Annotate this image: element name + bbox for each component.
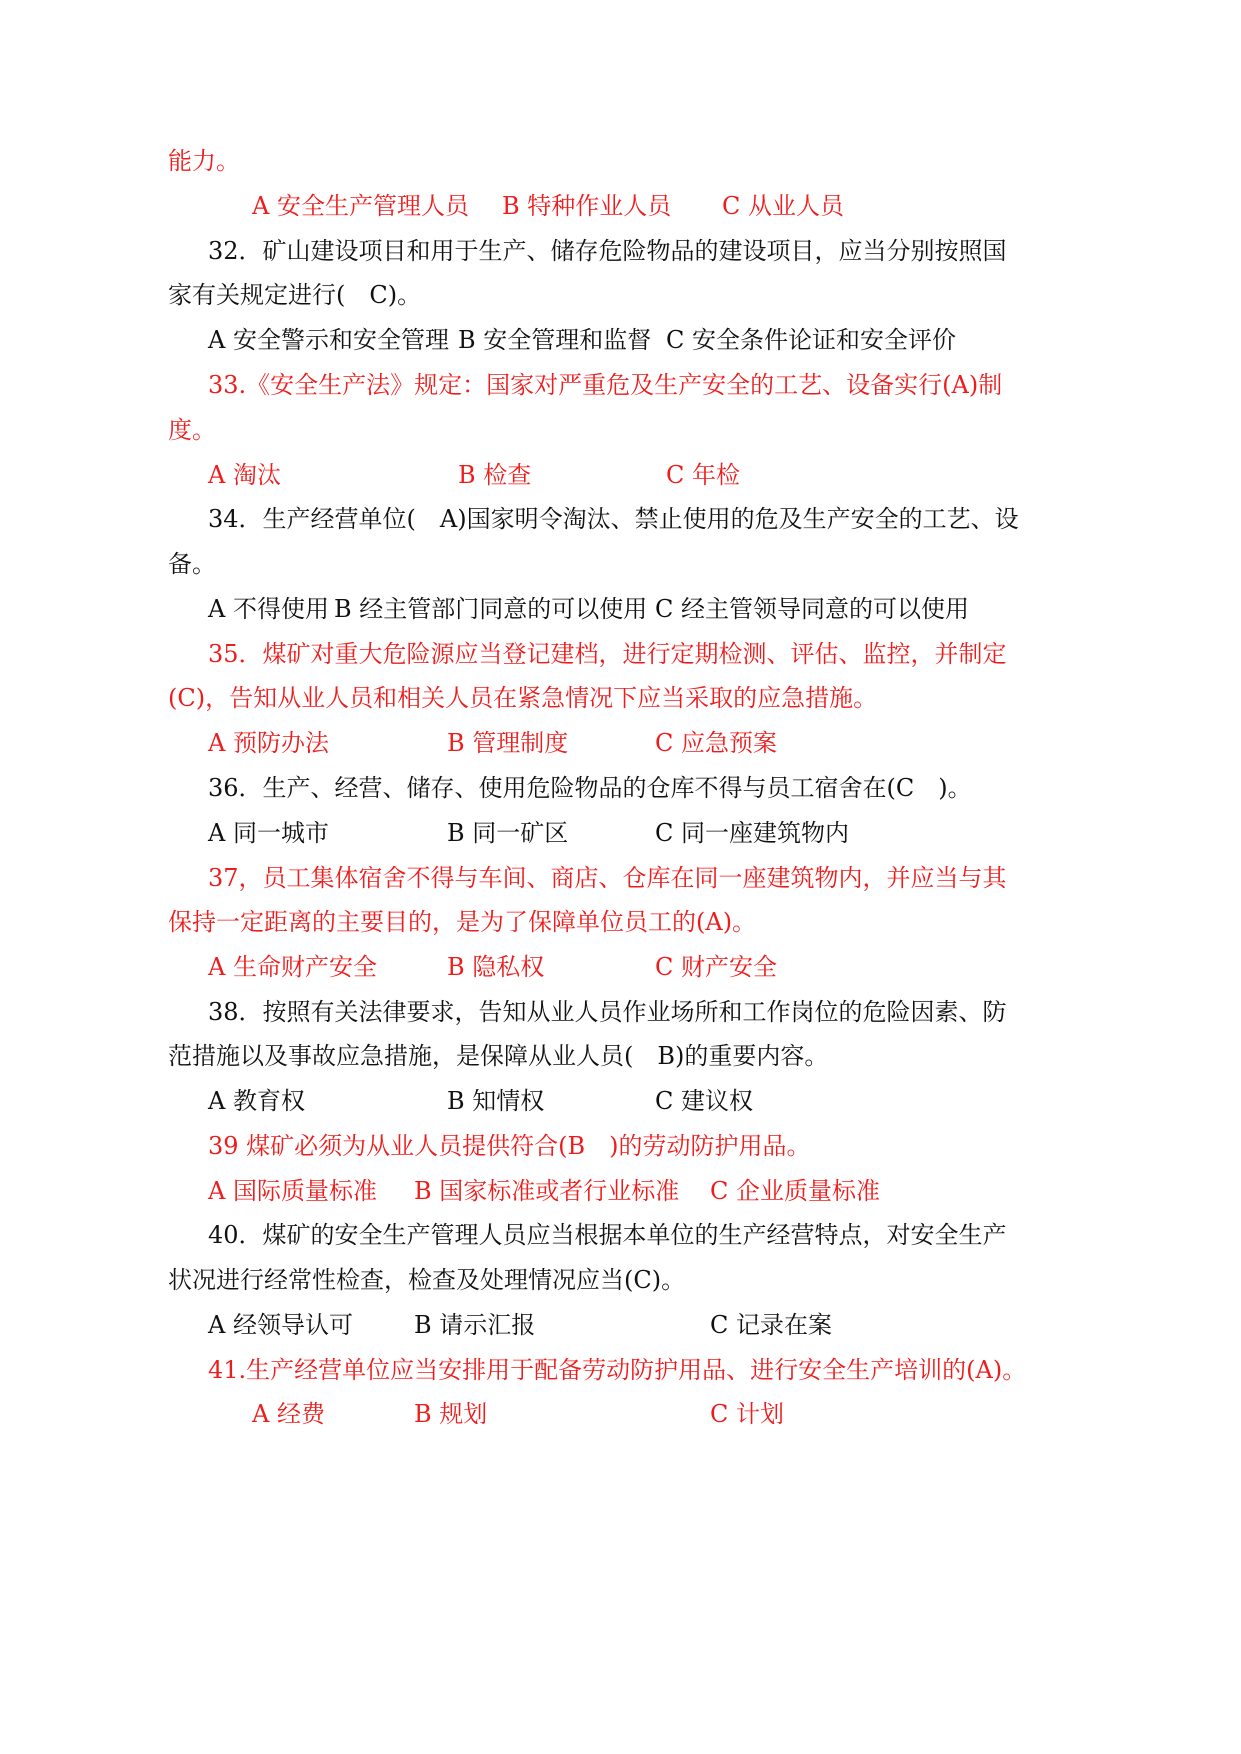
- q36-question: 36．生产、经营、储存、使用危险物品的仓库不得与员工宿舍在(C )。: [208, 774, 972, 802]
- q39-option-c: C 企业质量标准: [710, 1177, 880, 1205]
- q34-question-cont: 备。: [168, 550, 216, 578]
- q34-option-c: C 经主管领导同意的可以使用: [655, 595, 969, 623]
- q33-question-cont: 度。: [168, 416, 216, 444]
- q41-option-c: C 计划: [710, 1400, 784, 1428]
- q39-option-b: B 国家标准或者行业标准: [414, 1177, 680, 1205]
- q41-question: 41.生产经营单位应当安排用于配备劳动防护用品、进行安全生产培训的(A)。: [208, 1356, 1027, 1384]
- q33-option-b: B 检查: [458, 461, 532, 489]
- q40-question-cont: 状况进行经常性检查，检查及处理情况应当(C)。: [168, 1266, 686, 1294]
- q32-question-cont: 家有关规定进行( C)。: [168, 281, 422, 309]
- q37-option-b: B 隐私权: [447, 953, 545, 981]
- q36-option-a: A 同一城市: [208, 819, 329, 847]
- q32-question: 32．矿山建设项目和用于生产、储存危险物品的建设项目，应当分别按照国: [208, 237, 1007, 265]
- q41-option-a: A 经费: [252, 1400, 325, 1428]
- q33-option-a: A 淘汰: [208, 461, 281, 489]
- q33-options: [0, 458, 1241, 492]
- q38-option-a: A 教育权: [208, 1087, 305, 1115]
- q41-option-b: B 规划: [414, 1400, 488, 1428]
- q35-option-a: A 预防办法: [208, 729, 329, 757]
- q39-question: 39 煤矿必须为从业人员提供符合(B )的劳动防护用品。: [208, 1132, 811, 1160]
- q37-question: 37，员工集体宿舍不得与车间、商店、仓库在同一座建筑物内，并应当与其: [208, 864, 1007, 892]
- q37-question-cont: 保持一定距离的主要目的，是为了保障单位员工的(A)。: [168, 908, 757, 936]
- q39-line-1: [0, 1129, 1241, 1163]
- q34-option-a: A 不得使用: [208, 595, 329, 623]
- q40-line-1: [0, 1218, 1241, 1252]
- q33-option-c: C 年检: [666, 461, 740, 489]
- q40-line-2: [0, 1263, 1241, 1297]
- q38-options: [0, 1084, 1241, 1118]
- q34-line-1: [0, 502, 1241, 536]
- q35-line-2: [0, 681, 1241, 715]
- q34-line-2: [0, 547, 1241, 581]
- q35-option-c: C 应急预案: [655, 729, 777, 757]
- q32-option-b: B 安全管理和监督: [458, 326, 652, 354]
- q34-options: [0, 592, 1241, 626]
- q40-options: [0, 1308, 1241, 1342]
- q34-question: 34．生产经营单位( A)国家明令淘汰、禁止使用的危及生产安全的工艺、设: [208, 505, 1019, 533]
- q36-option-c: C 同一座建筑物内: [655, 819, 849, 847]
- q35-options: [0, 726, 1241, 760]
- q41-line-1: [0, 1353, 1241, 1387]
- q39-options: [0, 1174, 1241, 1208]
- q35-question: 35．煤矿对重大危险源应当登记建档，进行定期检测、评估、监控，并制定: [208, 640, 1007, 668]
- q31-options: [0, 189, 1241, 223]
- q38-question: 38．按照有关法律要求，告知从业人员作业场所和工作岗位的危险因素、防: [208, 998, 1007, 1026]
- q32-option-a: A 安全警示和安全管理: [208, 326, 449, 354]
- q40-option-c: C 记录在案: [710, 1311, 832, 1339]
- q35-line-1: [0, 637, 1241, 671]
- q37-options: [0, 950, 1241, 984]
- q37-option-a: A 生命财产安全: [208, 953, 377, 981]
- q38-line-1: [0, 995, 1241, 1029]
- q39-option-a: A 国际质量标准: [208, 1177, 377, 1205]
- q33-line-1: [0, 368, 1241, 402]
- q38-line-2: [0, 1039, 1241, 1073]
- q31-option-c: C 从业人员: [722, 192, 844, 220]
- q38-question-cont: 范措施以及事故应急措施，是保障从业人员( B)的重要内容。: [168, 1042, 829, 1070]
- q37-option-c: C 财产安全: [655, 953, 777, 981]
- q40-question: 40．煤矿的安全生产管理人员应当根据本单位的生产经营特点，对安全生产: [208, 1221, 1007, 1249]
- q32-line-1: [0, 234, 1241, 268]
- q40-option-b: B 请示汇报: [414, 1311, 536, 1339]
- q40-option-a: A 经领导认可: [208, 1311, 353, 1339]
- q36-option-b: B 同一矿区: [447, 819, 569, 847]
- q36-options: [0, 816, 1241, 850]
- q31-continuation: 能力。: [168, 147, 240, 175]
- q31-option-a: A 安全生产管理人员: [252, 192, 469, 220]
- q32-line-2: [0, 278, 1241, 312]
- q36-line-1: [0, 771, 1241, 805]
- q32-option-c: C 安全条件论证和安全评价: [666, 326, 956, 354]
- q37-line-2: [0, 905, 1241, 939]
- q35-question-cont: (C)，告知从业人员和相关人员在紧急情况下应当采取的应急措施。: [168, 684, 878, 712]
- q37-line-1: [0, 861, 1241, 895]
- q33-question: 33.《安全生产法》规定：国家对严重危及生产安全的工艺、设备实行(A)制: [208, 371, 1003, 399]
- q34-option-b: B 经主管部门同意的可以使用: [334, 595, 648, 623]
- q31-continuation-line: [0, 144, 1241, 178]
- q32-options: [0, 323, 1241, 357]
- q33-line-2: [0, 413, 1241, 447]
- q31-option-b: B 特种作业人员: [502, 192, 672, 220]
- q41-options: [0, 1397, 1241, 1431]
- q38-option-b: B 知情权: [447, 1087, 545, 1115]
- q38-option-c: C 建议权: [655, 1087, 753, 1115]
- q35-option-b: B 管理制度: [447, 729, 569, 757]
